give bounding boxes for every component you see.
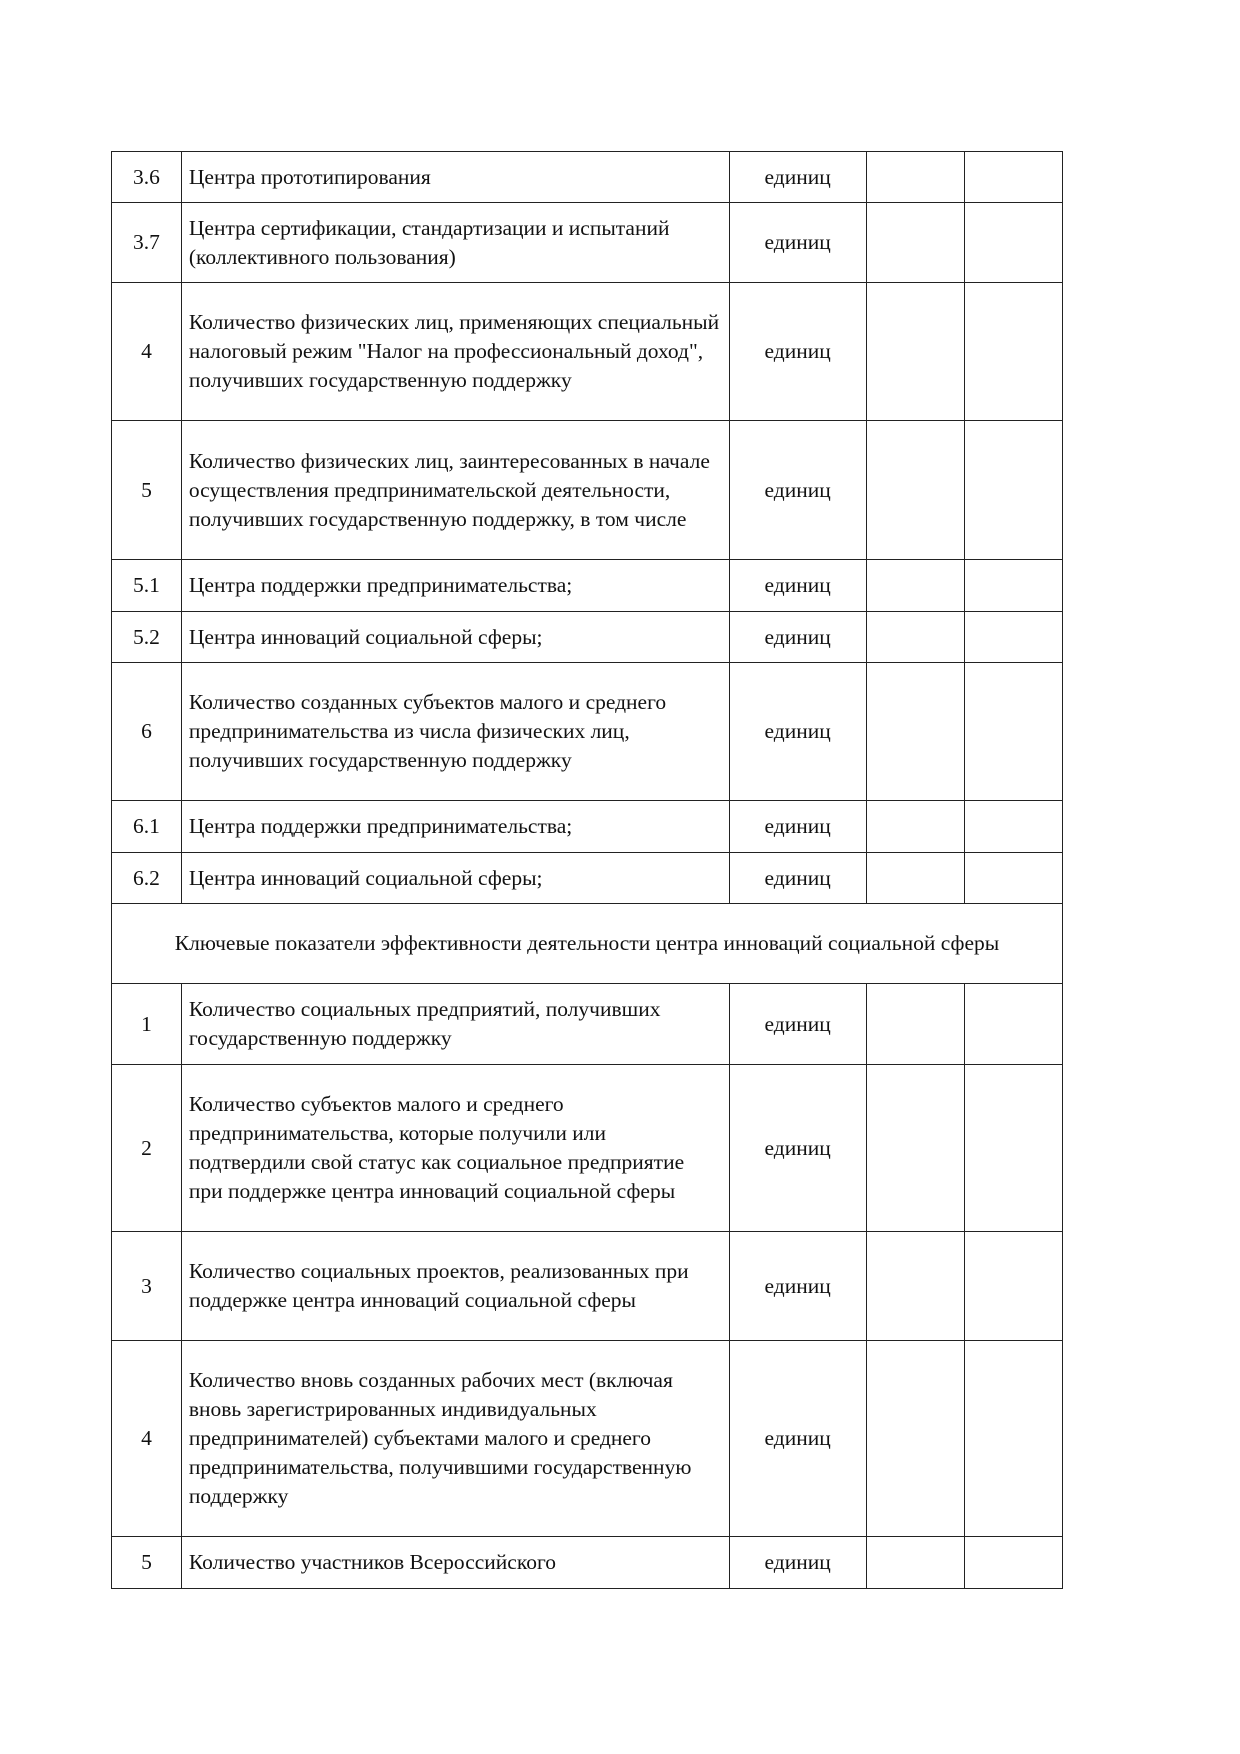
- value-cell-2: [964, 984, 1062, 1065]
- row-number: 4: [112, 283, 182, 421]
- value-cell-2: [964, 853, 1062, 904]
- unit-cell: единиц: [729, 1232, 866, 1341]
- value-cell-1: [866, 203, 964, 283]
- indicator-name: Количество созданных субъектов малого и среднего предпринимательства из числа физических лиц, получивших государственную поддержку: [181, 663, 729, 801]
- table-row: [112, 1065, 1063, 1232]
- unit-cell: единиц: [729, 663, 866, 801]
- row-number: 5.1: [112, 560, 182, 612]
- indicator-name: Количество участников Всероссийского: [181, 1537, 729, 1589]
- row-number: 5: [112, 1537, 182, 1589]
- indicator-name: Центра поддержки предпринимательства;: [181, 801, 729, 853]
- indicator-name: Центра инноваций социальной сферы;: [181, 853, 729, 904]
- value-cell-2: [964, 203, 1062, 283]
- section-title: Ключевые показатели эффективности деятельности центра инноваций социальной сферы: [112, 904, 1063, 984]
- value-cell-1: [866, 1537, 964, 1589]
- table-row: [112, 1341, 1063, 1537]
- unit-cell: единиц: [729, 612, 866, 663]
- row-number: 4: [112, 1341, 182, 1537]
- value-cell-2: [964, 1232, 1062, 1341]
- section-header-row: [112, 904, 1063, 984]
- value-cell-1: [866, 663, 964, 801]
- value-cell-2: [964, 801, 1062, 853]
- table-row: [112, 1232, 1063, 1341]
- value-cell-2: [964, 283, 1062, 421]
- unit-cell: единиц: [729, 801, 866, 853]
- unit-cell: единиц: [729, 152, 866, 203]
- value-cell-1: [866, 421, 964, 560]
- indicator-name: Центра поддержки предпринимательства;: [181, 560, 729, 612]
- unit-cell: единиц: [729, 853, 866, 904]
- unit-cell: единиц: [729, 984, 866, 1065]
- indicator-name: Количество вновь созданных рабочих мест (включая вновь зарегистрированных индивидуальных предпринимателей) субъектами малого и среднего предпринимательства, получившими государственную поддержку: [181, 1341, 729, 1537]
- row-number: 6.2: [112, 853, 182, 904]
- value-cell-1: [866, 612, 964, 663]
- value-cell-1: [866, 984, 964, 1065]
- value-cell-2: [964, 560, 1062, 612]
- table-row: [112, 283, 1063, 421]
- row-number: 3.6: [112, 152, 182, 203]
- value-cell-1: [866, 1341, 964, 1537]
- indicator-name: Центра сертификации, стандартизации и испытаний (коллективного пользования): [181, 203, 729, 283]
- indicator-name: Количество социальных предприятий, получивших государственную поддержку: [181, 984, 729, 1065]
- indicator-name: Количество социальных проектов, реализованных при поддержке центра инноваций социальной сферы: [181, 1232, 729, 1341]
- table-row: [112, 203, 1063, 283]
- value-cell-2: [964, 1065, 1062, 1232]
- indicator-name: Количество субъектов малого и среднего предпринимательства, которые получили или подтвердили свой статус как социальное предприятие при поддержке центра инноваций социальной сферы: [181, 1065, 729, 1232]
- table-row: [112, 663, 1063, 801]
- table-row: [112, 421, 1063, 560]
- value-cell-1: [866, 853, 964, 904]
- value-cell-1: [866, 283, 964, 421]
- table-row: [112, 612, 1063, 663]
- indicator-name: Центра инноваций социальной сферы;: [181, 612, 729, 663]
- indicators-table: [111, 151, 1063, 1589]
- value-cell-2: [964, 612, 1062, 663]
- row-number: 6.1: [112, 801, 182, 853]
- value-cell-1: [866, 560, 964, 612]
- row-number: 3.7: [112, 203, 182, 283]
- unit-cell: единиц: [729, 421, 866, 560]
- indicator-name: Центра прототипирования: [181, 152, 729, 203]
- value-cell-2: [964, 1537, 1062, 1589]
- unit-cell: единиц: [729, 283, 866, 421]
- value-cell-1: [866, 801, 964, 853]
- table-row: [112, 560, 1063, 612]
- value-cell-2: [964, 1341, 1062, 1537]
- row-number: 6: [112, 663, 182, 801]
- row-number: 5: [112, 421, 182, 560]
- indicator-name: Количество физических лиц, заинтересованных в начале осуществления предпринимательской деятельности, получивших государственную поддержку, в том числе: [181, 421, 729, 560]
- table-row: [112, 801, 1063, 853]
- row-number: 1: [112, 984, 182, 1065]
- value-cell-1: [866, 1065, 964, 1232]
- row-number: 2: [112, 1065, 182, 1232]
- unit-cell: единиц: [729, 1341, 866, 1537]
- value-cell-1: [866, 1232, 964, 1341]
- unit-cell: единиц: [729, 1065, 866, 1232]
- unit-cell: единиц: [729, 1537, 866, 1589]
- unit-cell: единиц: [729, 203, 866, 283]
- unit-cell: единиц: [729, 560, 866, 612]
- value-cell-2: [964, 663, 1062, 801]
- table-row: [112, 1537, 1063, 1589]
- value-cell-2: [964, 421, 1062, 560]
- row-number: 5.2: [112, 612, 182, 663]
- table-row: [112, 984, 1063, 1065]
- table-row: [112, 853, 1063, 904]
- table-row: [112, 152, 1063, 203]
- value-cell-2: [964, 152, 1062, 203]
- row-number: 3: [112, 1232, 182, 1341]
- indicator-name: Количество физических лиц, применяющих специальный налоговый режим "Налог на профессиональный доход", получивших государственную поддержку: [181, 283, 729, 421]
- value-cell-1: [866, 152, 964, 203]
